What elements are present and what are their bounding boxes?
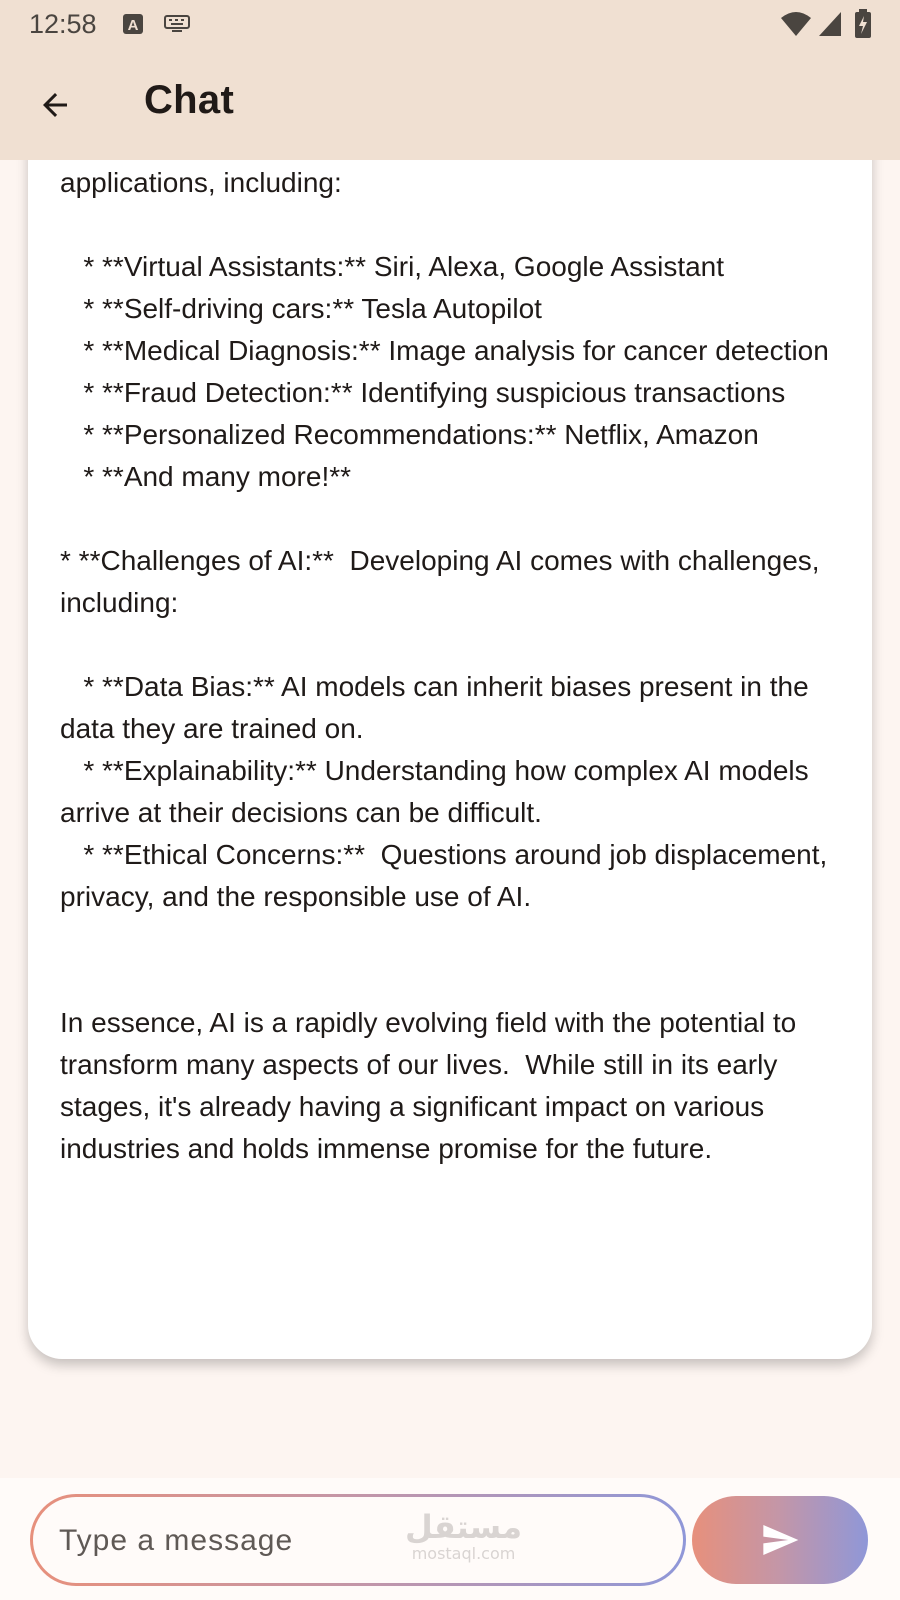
message-text: applications, including: * **Virtual Assistants:** Siri, Alexa, Google Assistant * **Self-driving cars:** Tesla Autopilot * **Medical Diagnosis:** Image analysis for cancer detection * **Fraud Detection:** Identifying suspicious transactions * **Personalized Recommendations:** Netflix, Amazon * **And many more!** * **Challenges of AI:** Developing AI comes with challenges, including: * **Data Bias:** AI models can inherit biases present in the data they are trained on. * **Explainability:** Understanding how complex AI models arrive at their decisions can be difficult. * **Ethical Concerns:** Questions around job displacement, privacy, and the responsible use of AI. In essence, AI is a rapidly evolving field with the potential to transform many aspects of our lives. While still in its early stages, it's already having a significant impact on various industries and holds immense promise for the future.	[60, 167, 829, 1164]
arrow-left-icon	[37, 87, 73, 123]
keyboard-icon	[164, 15, 190, 33]
chat-message-list[interactable]	[0, 160, 900, 1478]
send-icon	[757, 1520, 803, 1560]
watermark-latin: mostaql.com	[411, 1544, 516, 1563]
wifi-icon	[780, 11, 812, 37]
send-button[interactable]	[692, 1496, 868, 1584]
assistant-message-bubble	[28, 160, 872, 1359]
battery-charging-icon	[854, 9, 872, 39]
back-button[interactable]	[28, 78, 82, 132]
watermark-arabic: مستقل	[405, 1508, 523, 1546]
app-bar	[0, 48, 900, 160]
a-notification-icon	[122, 13, 144, 35]
page-title: Chat	[144, 78, 235, 122]
svg-text:A: A	[127, 17, 139, 34]
status-bar	[0, 0, 900, 48]
composer-bar	[0, 1478, 900, 1600]
cell-signal-icon	[818, 11, 842, 37]
message-input-frame	[30, 1494, 686, 1586]
status-time: 12:58	[29, 9, 97, 39]
message-input[interactable]	[57, 1497, 661, 1583]
